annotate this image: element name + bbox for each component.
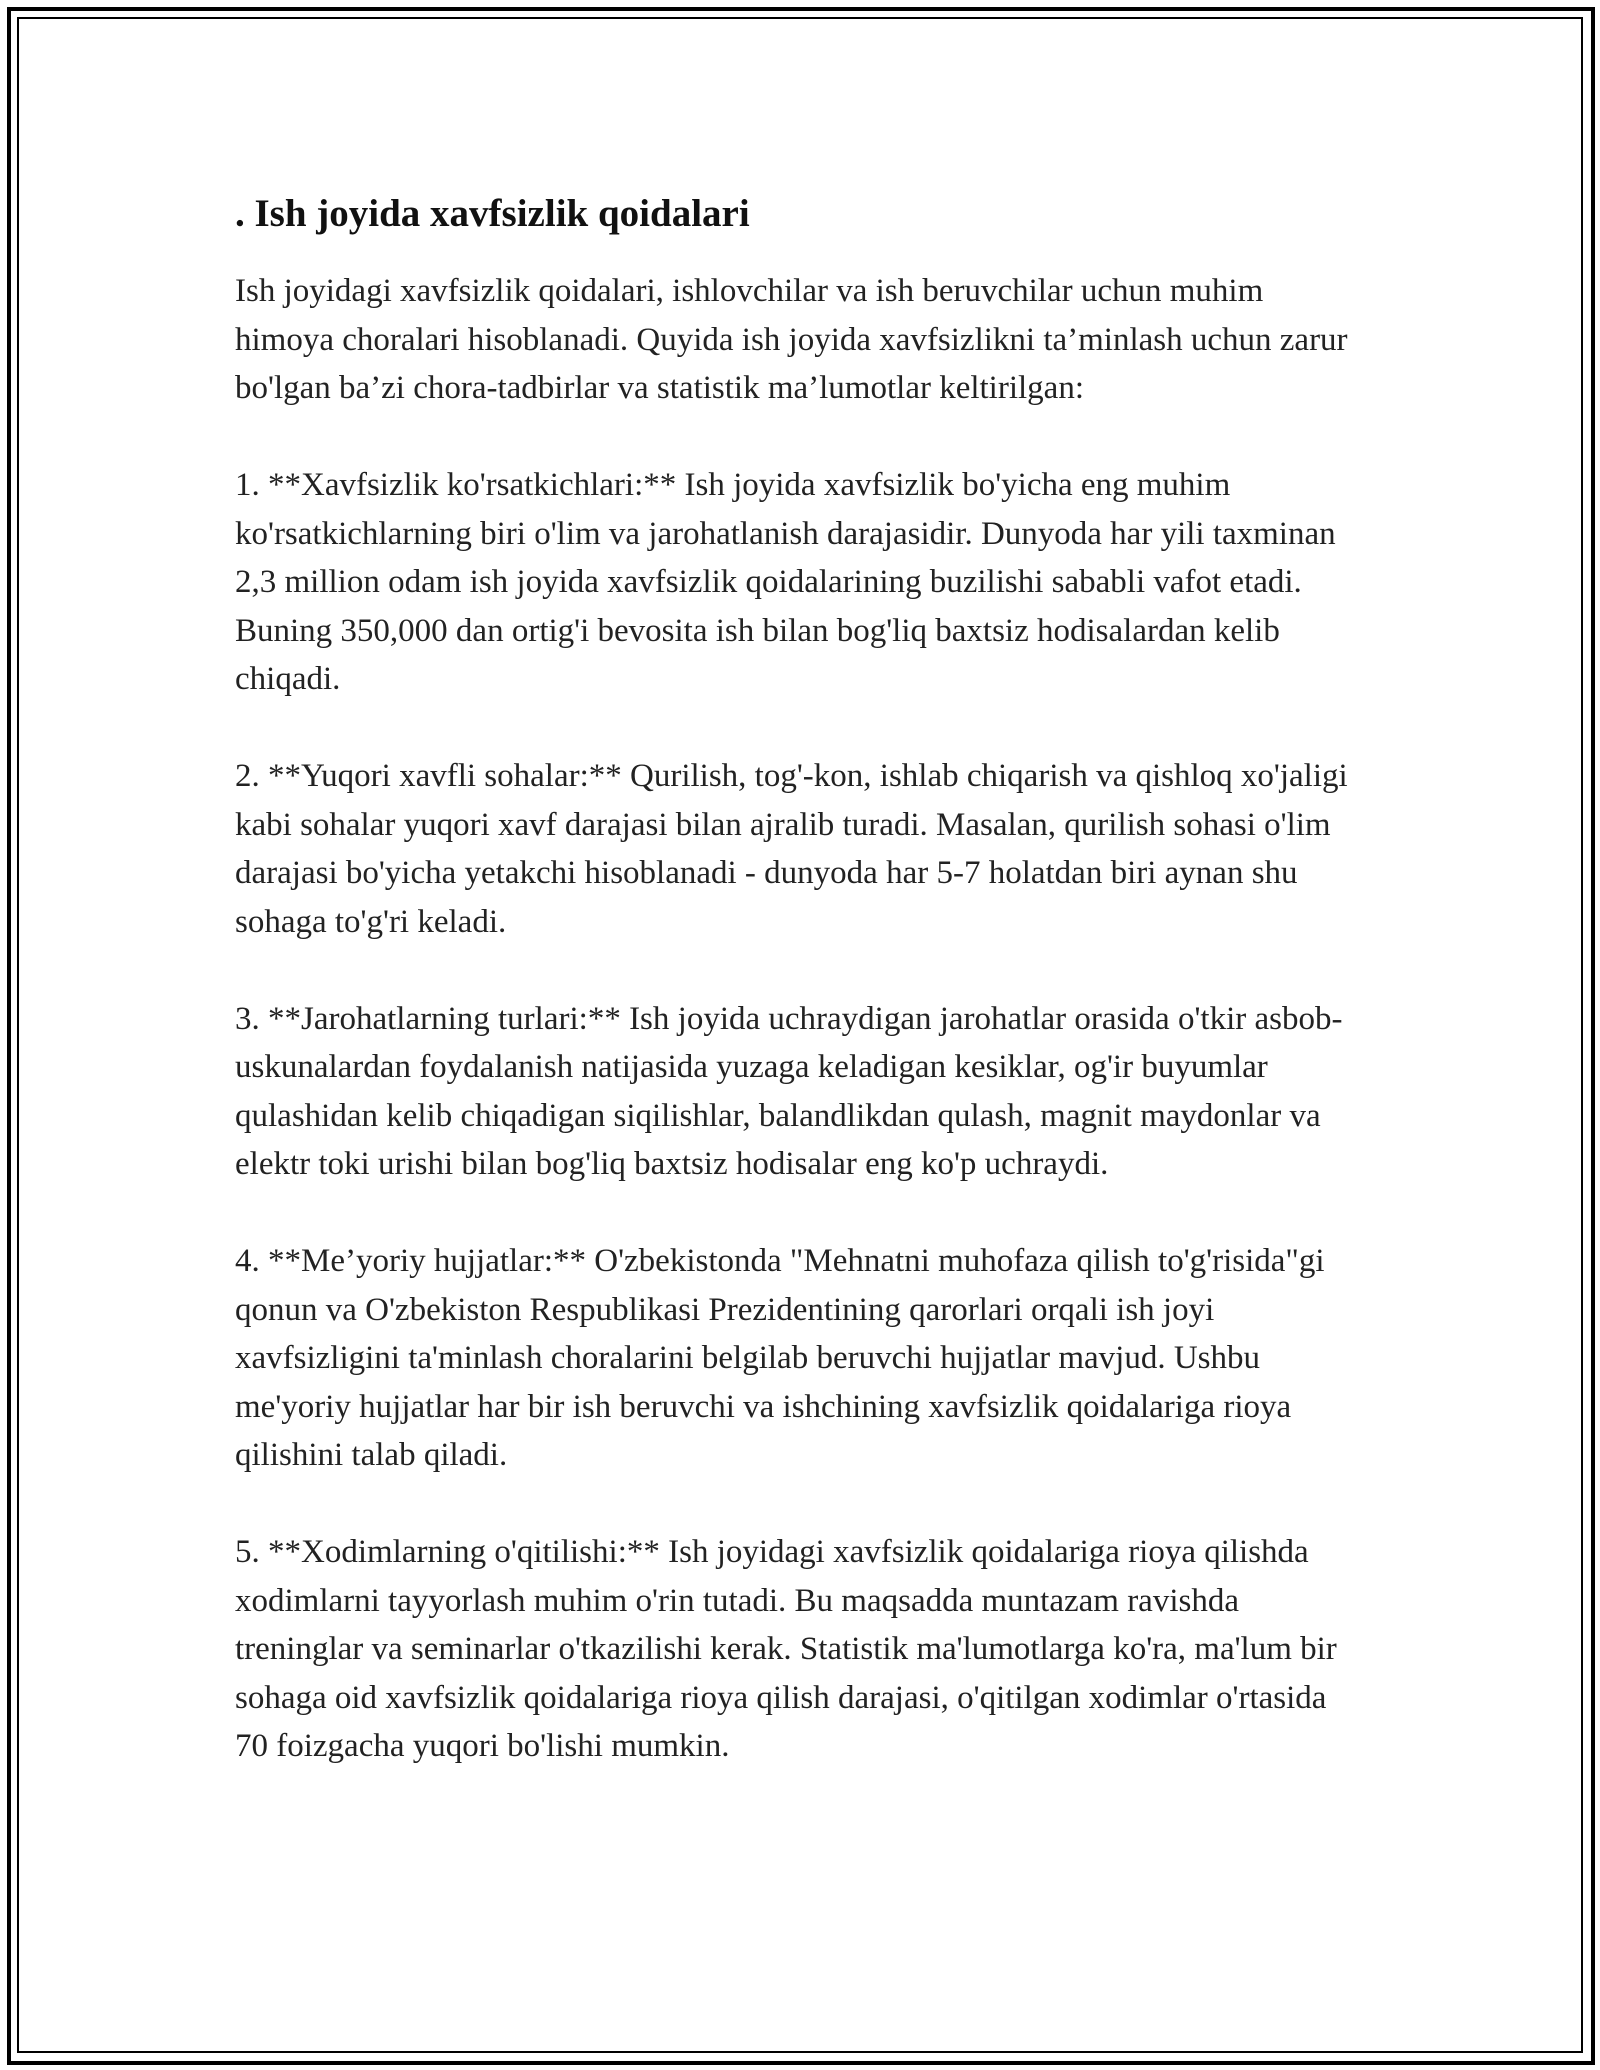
list-item-high-risk-sectors: 2. **Yuqori xavfli sohalar:** Qurilish, tog'-kon, ishlab chiqarish va qishloq xo'jaligi kabi sohalar yuqori xavf darajasi bilan ajralib turadi. Masalan, qurilish sohasi o'lim darajasi bo'yicha yetakchi hisoblanadi - dunyoda har 5-7 holatdan biri aynan shu sohaga to'g'ri keladi. — [235, 758, 1348, 940]
list-item-safety-indicators: 1. **Xavfsizlik ko'rsatkichlari:** Ish joyida xavfsizlik bo'yicha eng muhim ko'rsatkichlarning biri o'lim va jarohatlanish darajasidir. Dunyoda har yili taxminan 2,3 million odam ish joyida xavfsizlik qoidalarining buzilishi sababli vafot etadi. Buning 350,000 dan ortig'i bevosita ish bilan bog'liq baxtsiz hodisalardan kelib chiqadi. — [235, 467, 1336, 697]
list-item-injury-types: 3. **Jarohatlarning turlari:** Ish joyida uchraydigan jarohatlar orasida o'tkir asbob-uskunalardan foydalanish natijasida yuzaga keladigan kesiklar, og'ir buyumlar qulashidan kelib chiqadigan siqilishlar, balandlikdan qulash, magnit maydonlar va elektr toki urishi bilan bog'liq baxtsiz hodisalar eng ko'p uchraydi. — [235, 1000, 1343, 1182]
document-body — [235, 185, 1365, 1771]
document-title: . Ish joyida xavfsizlik qoidalari — [235, 192, 750, 235]
list-item-staff-training: 5. **Xodimlarning o'qitilishi:** Ish joyidagi xavfsizlik qoidalariga rioya qilishda xodimlarni tayyorlash muhim o'rin tutadi. Bu maqsadda muntazam ravishda treninglar va seminarlar o'tkazilishi kerak. Statistik ma'lumotlarga ko'ra, ma'lum bir sohaga oid xavfsizlik qoidalariga rioya qilish darajasi, o'qitilgan xodimlar o'rtasida 70 foizgacha yuqori bo'lishi mumkin. — [235, 1534, 1337, 1764]
list-item-regulatory-documents: 4. **Me’yoriy hujjatlar:** O'zbekistonda "Mehnatni muhofaza qilish to'g'risida"gi qonun va O'zbekiston Respublikasi Prezidentining qarorlari orqali ish joyi xavfsizligini ta'minlash choralarini belgilab beruvchi hujjatlar mavjud. Ushbu me'yoriy hujjatlar har bir ish beruvchi va ishchining xavfsizlik qoidalariga rioya qilishini talab qiladi. — [235, 1243, 1325, 1473]
intro-paragraph: Ish joyidagi xavfsizlik qoidalari, ishlovchilar va ish beruvchilar uchun muhim himoya choralari hisoblanadi. Quyida ish joyida xavfsizlikni ta’minlash uchun zarur bo'lgan ba’zi chora-tadbirlar va statistik ma’lumotlar keltirilgan: — [235, 273, 1348, 406]
